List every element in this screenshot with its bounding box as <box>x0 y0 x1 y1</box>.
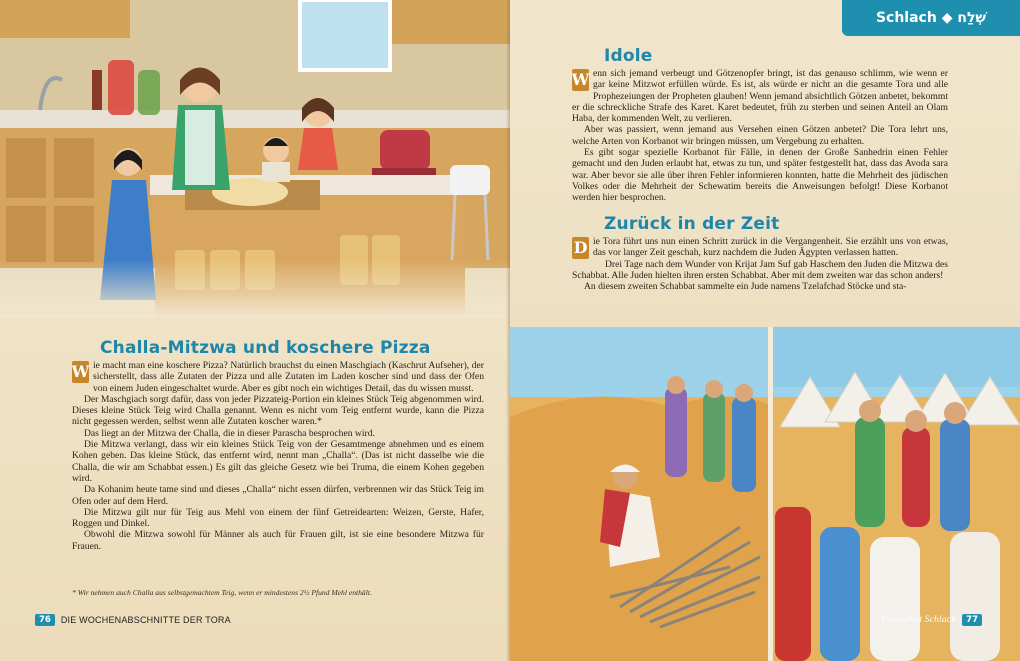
paragraph: Der Maschgiach sorgt dafür, dass von jeder Pizzateig-Portion ein kleines Stück Teig abgenommen wird. Dieses kleine Stück Teig wird Challa genannt. Wenn es nicht vom Teig entfernt wurde, kann die Pizza nicht gegessen werden, selbst wenn alle Zutaten koscher waren.* <box>72 393 484 428</box>
parasha-tag: Schlach ◆ שְׁלַח <box>842 0 1020 36</box>
dropcap-d: D <box>573 238 588 258</box>
running-title: DIE WOCHENABSCHNITTE DER TORA <box>60 615 231 625</box>
left-folio <box>35 614 231 626</box>
paragraph: Aber was passiert, wenn jemand aus Versehen einen Götzen anbetet? Die Tora lehrt uns, welche Arten von Korbanot wir bringen müssen, um Vergebung zu erhalten. <box>572 124 948 147</box>
footnote: * Wir nehmen auch Challa aus selbstgemachtem Teig, wenn er mindestens 2½ Pfund Mehl enthält. <box>72 588 372 597</box>
paragraph: enn sich jemand verbeugt und Götzenopfer bringt, ist das genauso schlimm, wie wenn er gar keine Mitzwot erfüllen würde. Es ist, als würde er nicht an die gesamte Tora und alle Prophezeiungen der Propheten glauben! Wenn jemand absichtlich Götzen anbetet, bekommt er die schreckliche Strafe des Karet. Karet bedeutet, früh zu sterben und seinen Anteil an Olam Haba, der kommenden Welt, zu verlieren. <box>572 68 948 125</box>
left-heading: Challa-Mitzwa und koschere Pizza <box>100 338 431 358</box>
section-body-idole <box>572 68 948 204</box>
page-number: 76 <box>35 614 55 626</box>
paragraph: Die Mitzwa gilt nur für Teig aus Mehl von einem der fünf Getreidearten: Weizen, Gerste, Hafer, Roggen und Dinkel. <box>72 506 484 530</box>
paragraph: ie macht man eine koschere Pizza? Natürlich brauchst du einen Maschgiach (Kaschrut Aufseher), der sicherstellt, dass alle Zutaten der Pizza und alle Zutaten im Laden koscher sind und dass der Ofen von einem Juden eingeschaltet wurde. Aber es gibt noch ein wichtiges Detail, das du wissen musst. <box>93 360 484 394</box>
dropcap-w: W <box>71 362 90 382</box>
kitchen-illustration <box>0 0 510 318</box>
desert-illustration <box>510 327 1020 661</box>
paragraph: Die Mitzwa verlangt, dass wir ein kleines Stück Teig von der Gesamtmenge abnehmen und es einem Kohen geben. Das kleine Stück, das entfernt wird, nennt man „Challa“. (Das ist nicht dasselbe wie die Challa, die wir am Schabbat essen.) Es gilt das gleiche Gesetz wie bei Truma, die einem Kohen gegeben wird. <box>72 439 484 484</box>
paragraph: Es gibt sogar spezielle Korbanot für Fälle, in denen der Große Sanhedrin einen Fehler gemacht und den Juden erlaubt hat, etwas zu tun, und später festgestellt hat, dass das Avoda sara war. Aber bevor sie alle über ihren Fehler informieren konnten, hatte die Mehrheit des jüdischen Volkes oder die Mehrheit der Schewatim bereits die Anweisungen befolgt! Diese Korbanot werden hier besprochen. <box>572 147 948 204</box>
dropcap-w: W <box>571 70 590 90</box>
paragraph: ie Tora führt uns nun einen Schritt zurück in die Vergangenheit. Sie erzählt uns von etwas, das vor langer Zeit geschah, kurz nachdem die Juden Ägypten verlassen hatten. <box>593 236 948 259</box>
section-heading-idole: Idole <box>604 46 653 66</box>
right-folio <box>881 614 982 626</box>
left-article-body <box>72 360 484 552</box>
paragraph: Obwohl die Mitzwa sowohl für Männer als auch für Frauen gilt, ist sie eine besondere Mitzwa für Frauen. <box>72 529 484 552</box>
section-body-zurueck <box>572 236 948 292</box>
paragraph: Da Kohanim heute tame sind und dieses „Challa“ nicht essen dürfen, verbrennen wir das Stück Teig im Ofen oder auf dem Herd. <box>72 484 484 507</box>
paragraph: An diesem zweiten Schabbat sammelte ein Jude namens Tzelafchad Stöcke und sta- <box>584 281 907 293</box>
paragraph: Das liegt an der Mitzwa der Challa, die in dieser Paraschа besprochen wird. <box>84 427 375 439</box>
page-number: 77 <box>962 614 982 626</box>
running-title: Paraschat Schlach <box>881 615 957 625</box>
section-heading-zurueck: Zurück in der Zeit <box>604 214 780 234</box>
paragraph: Drei Tage nach dem Wunder von Krijat Jam Suf gab Haschem den Juden die Mitzwa des Schabbat. Alle Juden hielten ihren ersten Schabbat. Aber mit dem zweiten war das schon anders! <box>572 258 948 281</box>
